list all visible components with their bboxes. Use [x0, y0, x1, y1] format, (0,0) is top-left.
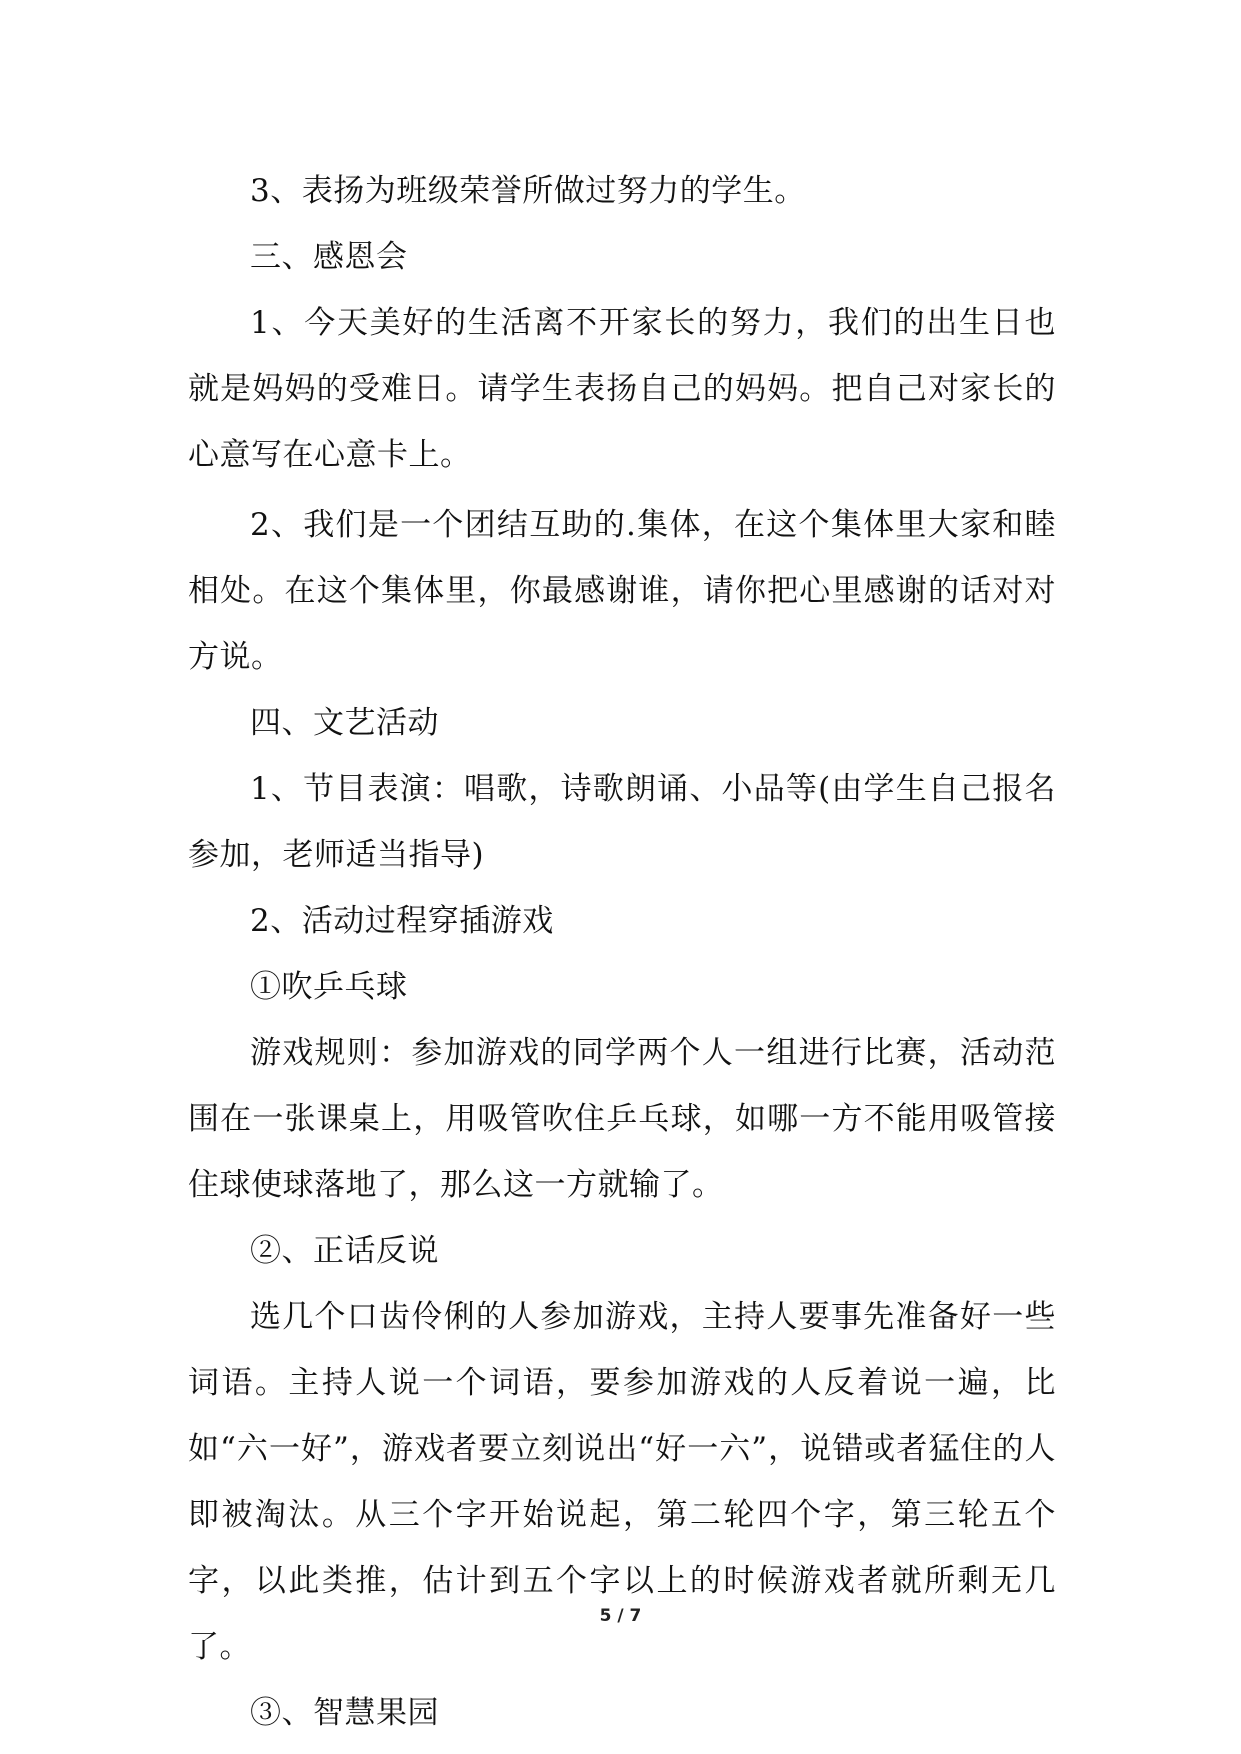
paragraph: 游戏规则：参加游戏的同学两个人一组进行比赛，活动范围在一张课桌上，用吸管吹住乒乓球，如哪一方不能用吸管接住球使球落地了，那么这一方就输了。 [188, 1035, 1056, 1203]
document-body [188, 158, 1056, 1746]
paragraph: 2、活动过程穿插游戏 [250, 903, 554, 939]
section-heading: 四、文艺活动 [250, 705, 439, 741]
paragraph: 1、节目表演：唱歌，诗歌朗诵、小品等(由学生自己报名参加，老师适当指导) [188, 771, 1056, 873]
subheading: ③、智慧果园 [250, 1695, 439, 1731]
paragraph: 1、今天美好的生活离不开家长的努力，我们的出生日也就是妈妈的受难日。请学生表扬自己的妈妈。把自己对家长的心意写在心意卡上。 [188, 305, 1056, 473]
page-number: 5 / 7 [599, 1606, 642, 1626]
paragraph: 3、表扬为班级荣誉所做过努力的学生。 [250, 173, 806, 209]
paragraph: 选几个口齿伶俐的人参加游戏，主持人要事先准备好一些词语。主持人说一个词语，要参加游戏的人反着说一遍，比如“六一好”，游戏者要立刻说出“好一六”，说错或者猛住的人即被淘汰。从三个字开始说起，第二轮四个字，第三轮五个字，以此类推，估计到五个字以上的时候游戏者就所剩无几了。 [188, 1299, 1056, 1665]
section-heading: 三、感恩会 [250, 239, 408, 275]
subheading: ②、正话反说 [250, 1233, 439, 1269]
subheading: ①吹乒乓球 [250, 969, 408, 1005]
paragraph: 2、我们是一个团结互助的.集体，在这个集体里大家和睦相处。在这个集体里，你最感谢谁，请你把心里感谢的话对对方说。 [188, 507, 1056, 675]
